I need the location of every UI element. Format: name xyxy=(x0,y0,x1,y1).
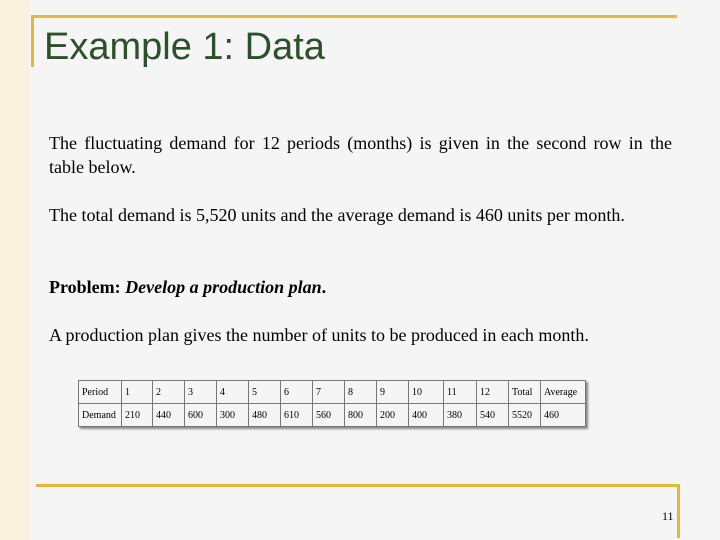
table-cell: 8 xyxy=(345,381,377,404)
table-cell: Period xyxy=(79,381,122,404)
table-cell: 440 xyxy=(153,404,185,427)
problem-statement: Develop a production plan xyxy=(125,277,322,297)
table-cell: 4 xyxy=(217,381,249,404)
table-cell: 460 xyxy=(541,404,586,427)
problem-end-period: . xyxy=(321,277,327,297)
table-cell: 300 xyxy=(217,404,249,427)
paragraph-total-demand: The total demand is 5,520 units and the average demand is 460 units per month. xyxy=(49,205,625,225)
title-frame-left-rule xyxy=(31,15,34,67)
slide-title: Example 1: Data xyxy=(44,26,325,68)
table-cell: 210 xyxy=(122,404,153,427)
problem-label: Problem: xyxy=(49,277,126,297)
page-number: 11 xyxy=(662,509,674,523)
table-cell: 12 xyxy=(477,381,509,404)
table-cell: 10 xyxy=(409,381,444,404)
table-cell: 540 xyxy=(477,404,509,427)
footer-corner-rule xyxy=(677,484,680,538)
table-row-demand xyxy=(79,404,586,427)
table-cell: 1 xyxy=(122,381,153,404)
table-cell: 610 xyxy=(281,404,313,427)
table-cell: 480 xyxy=(249,404,281,427)
table-cell: Total xyxy=(509,381,541,404)
paragraph-demand-description: The fluctuating demand for 12 periods (months) is given in the second row in the table below. xyxy=(49,133,672,177)
table-cell: 11 xyxy=(444,381,477,404)
paragraph-problem xyxy=(49,275,672,299)
left-decorative-band xyxy=(0,0,30,540)
table-cell: 600 xyxy=(185,404,217,427)
table-cell: 9 xyxy=(377,381,409,404)
table-cell: 200 xyxy=(377,404,409,427)
table-cell: Demand xyxy=(79,404,122,427)
table-cell: 400 xyxy=(409,404,444,427)
footer-rule xyxy=(36,484,680,487)
table-cell: 5520 xyxy=(509,404,541,427)
table-cell: 6 xyxy=(281,381,313,404)
table-cell: 3 xyxy=(185,381,217,404)
demand-table xyxy=(78,380,586,427)
table-cell: 2 xyxy=(153,381,185,404)
table-cell: 560 xyxy=(313,404,345,427)
table-cell: 380 xyxy=(444,404,477,427)
table-row-period xyxy=(79,381,586,404)
table-cell: 5 xyxy=(249,381,281,404)
title-frame-top-rule xyxy=(31,15,677,18)
table-cell: Average xyxy=(541,381,586,404)
paragraph-production-plan: A production plan gives the number of units to be produced in each month. xyxy=(49,325,589,345)
table-cell: 7 xyxy=(313,381,345,404)
table-cell: 800 xyxy=(345,404,377,427)
